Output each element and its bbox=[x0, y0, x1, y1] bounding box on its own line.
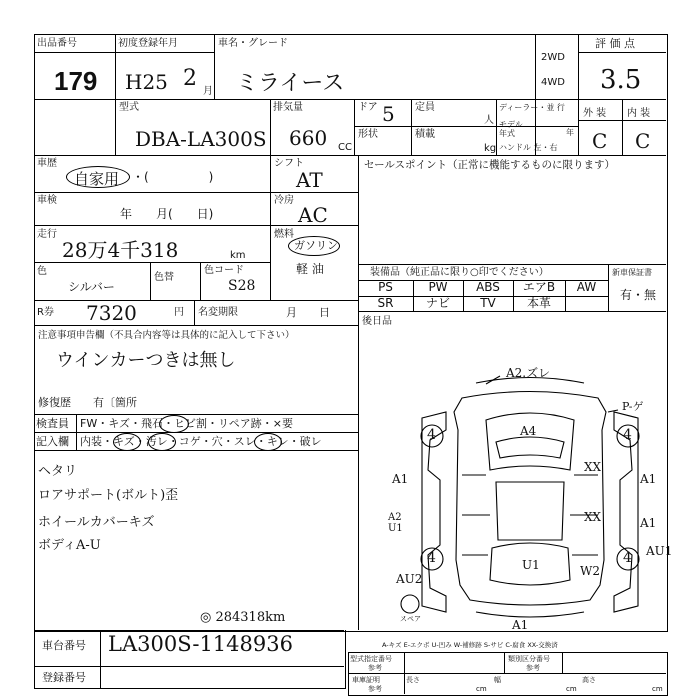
fuel-label: 燃料 bbox=[274, 229, 294, 240]
recycle-fee: 7320 bbox=[86, 301, 137, 325]
spare-label: スペア bbox=[400, 615, 421, 623]
equipment-navi: ナビ bbox=[425, 296, 450, 310]
history-value: 自家用 bbox=[74, 170, 120, 188]
exterior-label: 外 装 bbox=[583, 108, 607, 119]
mark-a1-rear: A1 bbox=[512, 618, 529, 632]
notes-label: 注意事項申告欄（不具合内容等は具体的に記入して下さい） bbox=[38, 330, 295, 341]
drive-4wd: 4WD bbox=[541, 77, 565, 88]
equipment-aw: AW bbox=[576, 280, 597, 294]
equipment-ps: PS bbox=[378, 280, 393, 294]
displacement-label: 排気量 bbox=[273, 102, 303, 113]
month-unit: 月 bbox=[203, 86, 213, 97]
color-code-label: 色コード bbox=[204, 265, 244, 276]
equipment-abs: ABS bbox=[476, 280, 500, 294]
car-name: ミライース bbox=[236, 71, 345, 96]
color-change-label: 色替 bbox=[154, 272, 174, 283]
mark-a4: A4 bbox=[520, 424, 537, 438]
year-unit: 年 bbox=[566, 128, 574, 137]
model-code: DBA-LA300S bbox=[135, 127, 267, 151]
interior-grade: C bbox=[635, 129, 651, 153]
equipment-sr: SR bbox=[377, 296, 394, 310]
lot-label: 出品番号 bbox=[37, 38, 77, 49]
odometer-note: ◎ 284318km bbox=[200, 610, 286, 625]
chassis-label: 車台番号 bbox=[42, 639, 86, 652]
mark-u1: U1 bbox=[522, 558, 540, 572]
garage-cert-label: 車庫証明 bbox=[352, 676, 380, 684]
mark-pge: P-ゲ bbox=[622, 400, 644, 413]
mark-a1-right: A1 bbox=[640, 472, 657, 486]
class-number-label: 類別区分番号 bbox=[508, 655, 550, 663]
mark-w2: W2 bbox=[580, 564, 600, 578]
mileage-label: 走行 bbox=[37, 229, 57, 240]
dealer-label: ディーラー・並 行 bbox=[499, 103, 565, 112]
equipment-airbag: エアB bbox=[522, 280, 556, 294]
aftermarket-label: 後日品 bbox=[362, 316, 392, 327]
door-label: ドア bbox=[358, 102, 378, 113]
type-number-ref: 参考 bbox=[368, 664, 382, 672]
recycle-label: R券 bbox=[37, 307, 54, 318]
first-registration-month: 2 bbox=[183, 66, 197, 91]
kg-unit: kg bbox=[484, 143, 497, 154]
color-value: シルバー bbox=[68, 280, 115, 294]
equipment-label: 装備品（純正品に限り○印でください） bbox=[370, 267, 549, 278]
equipment-leather: 本革 bbox=[526, 296, 551, 310]
mark-a2-u1: A2 U1 bbox=[388, 512, 403, 534]
inspector-label-1: 検査員 bbox=[36, 417, 69, 430]
door-count: 5 bbox=[382, 102, 395, 126]
fuel-diesel: 軽 油 bbox=[296, 262, 324, 276]
score-value: 3.5 bbox=[600, 65, 642, 95]
inspector-item-2: ロアサポート(ボルト)歪 bbox=[38, 488, 179, 503]
handle-label: ハンドル 左・右 bbox=[499, 143, 558, 152]
garage-cert-ref: 参考 bbox=[368, 685, 382, 693]
width-unit: cm bbox=[566, 685, 577, 693]
width-label: 幅 bbox=[494, 676, 501, 684]
shape-label: 形状 bbox=[358, 129, 378, 140]
yen-unit: 円 bbox=[174, 307, 184, 318]
aircon-value: AC bbox=[298, 203, 328, 227]
equipment-tv: TV bbox=[480, 296, 496, 310]
person-unit: 人 bbox=[484, 115, 494, 126]
mark-xx-lower: XX bbox=[584, 510, 602, 524]
interior-label: 内 装 bbox=[627, 108, 651, 119]
fuel-gasoline: ガソリン bbox=[294, 239, 338, 252]
inspector-item-4: ボディA-U bbox=[38, 538, 101, 553]
mark-xx-upper: XX bbox=[584, 460, 602, 474]
height-label: 高さ bbox=[582, 676, 596, 684]
repair-history-label: 修復歴 有〔箇所 bbox=[38, 396, 137, 409]
wheel-front-right: 4 bbox=[623, 427, 632, 443]
type-number-label: 型式指定番号 bbox=[350, 655, 392, 663]
height-unit: cm bbox=[652, 685, 663, 693]
length-label: 長さ bbox=[406, 676, 420, 684]
inspector-row-1: FW・キズ・飛石・ヒビ割・リペア跡・×要 bbox=[80, 417, 293, 430]
color-label: 色 bbox=[37, 266, 47, 277]
damage-legend: A-キズ E-エクボ U-凹み W-補修跡 S-サビ C-腐食 XX-交換済 bbox=[382, 641, 558, 649]
mark-au1: AU1 bbox=[646, 544, 673, 558]
inspection-label: 車検 bbox=[37, 195, 57, 206]
history-label: 車歴 bbox=[37, 158, 57, 169]
registration-label: 登録番号 bbox=[42, 671, 86, 684]
warranty-value: 有・無 bbox=[620, 288, 657, 302]
wheel-rear-right: 4 bbox=[623, 550, 632, 566]
warranty-label: 新車保証書 bbox=[612, 268, 652, 277]
mark-a1-right-mid: A1 bbox=[640, 516, 657, 530]
shift-label: シフト bbox=[274, 158, 304, 169]
mileage-value: 28万4千318 bbox=[62, 238, 179, 262]
inspector-item-3: ホイールカバーキズ bbox=[38, 515, 155, 530]
history-rest: ・( ) bbox=[132, 170, 214, 184]
expiry-label: 名変期限 bbox=[198, 307, 238, 318]
drive-2wd: 2WD bbox=[541, 52, 565, 63]
inspection-text: 年 月( 日) bbox=[120, 207, 214, 221]
car-name-label: 車名・グレード bbox=[218, 38, 288, 49]
mark-a1-left: A1 bbox=[392, 472, 409, 486]
km-unit: km bbox=[230, 250, 246, 261]
displacement-value: 660 bbox=[289, 126, 328, 150]
capacity-label: 定員 bbox=[415, 102, 435, 113]
wheel-front-left: 4 bbox=[427, 427, 436, 443]
score-label: 評 価 点 bbox=[595, 37, 635, 50]
wheel-rear-left: 4 bbox=[427, 550, 436, 566]
inspector-item-1: ヘタリ bbox=[38, 464, 78, 479]
equipment-pw: PW bbox=[428, 280, 448, 294]
load-label: 積載 bbox=[415, 129, 435, 140]
class-number-ref: 参考 bbox=[526, 664, 540, 672]
shift-value: AT bbox=[296, 168, 323, 192]
length-unit: cm bbox=[476, 685, 487, 693]
inspector-label-2: 記入欄 bbox=[36, 435, 69, 448]
notes-handwritten: ウインカーつきは無し bbox=[56, 350, 236, 371]
aircon-label: 冷房 bbox=[274, 195, 294, 206]
mark-au2: AU2 bbox=[396, 572, 423, 586]
exterior-grade: C bbox=[592, 129, 608, 153]
sales-point-label: セールスポイント（正常に機能するものに限ります） bbox=[364, 159, 616, 171]
model-label: 型式 bbox=[119, 102, 139, 113]
chassis-number: LA300S-1148936 bbox=[108, 632, 293, 656]
inspector-row-2: 内装・キズ・汚レ・コゲ・穴・スレ・キレ・破レ bbox=[80, 435, 322, 448]
first-registration-label: 初度登録年月 bbox=[118, 38, 178, 49]
color-code-value: S28 bbox=[228, 278, 256, 294]
lot-number: 179 bbox=[54, 66, 98, 96]
mark-a2-zure: A2.ズレ bbox=[506, 366, 551, 380]
model-year-label: モデル年式 bbox=[499, 120, 523, 138]
cc-unit: CC bbox=[338, 142, 352, 153]
first-registration-year: H25 bbox=[125, 70, 168, 94]
expiry-text: 月 日 bbox=[286, 306, 330, 319]
